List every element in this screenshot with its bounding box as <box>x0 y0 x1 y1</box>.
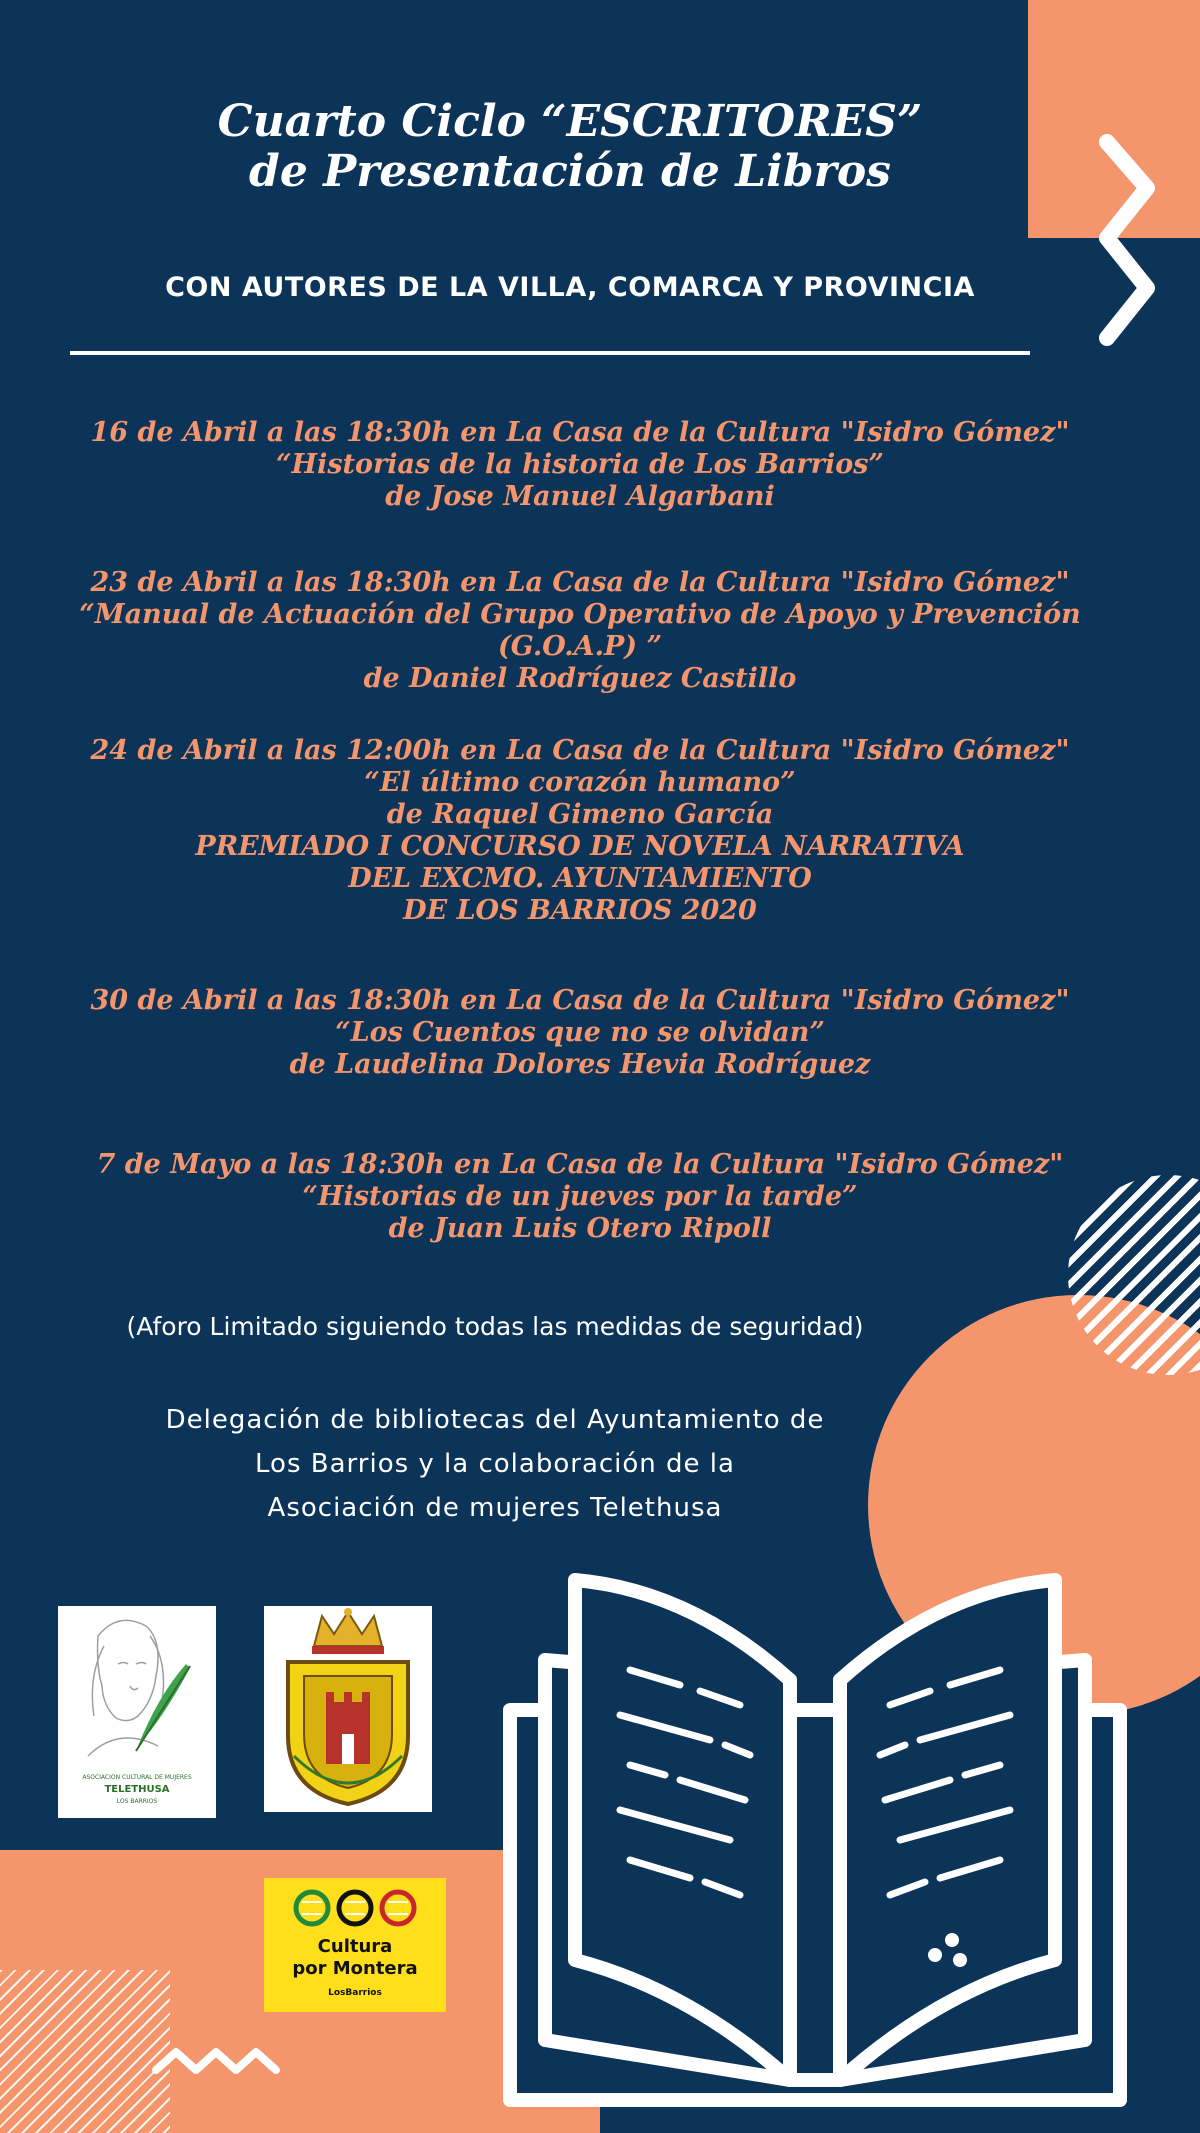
event-book-title: “El último corazón humano” <box>364 767 796 798</box>
event-4 <box>20 985 1140 1081</box>
telethusa-logo <box>58 1606 216 1818</box>
event-date-line: 16 de Abril a las 18:30h en La Casa de la Cultura "Isidro Gómez" <box>90 417 1070 448</box>
event-author: de Laudelina Dolores Hevia Rodríguez <box>289 1049 871 1080</box>
event-5 <box>20 1149 1140 1245</box>
event-award-line: DEL EXCMO. AYUNTAMIENTO <box>348 863 812 894</box>
organizer-line-3: Asociación de mujeres Telethusa <box>267 1493 723 1523</box>
event-author: de Raquel Gimeno García <box>386 799 774 830</box>
divider <box>70 351 1030 355</box>
event-2 <box>20 567 1140 695</box>
event-author: de Daniel Rodríguez Castillo <box>363 663 797 694</box>
event-award-line: PREMIADO I CONCURSO DE NOVELA NARRATIVA <box>195 831 965 862</box>
title-line-1: Cuarto Ciclo “ESCRITORES” <box>217 96 923 147</box>
cultura-logo-line-3: LosBarrios <box>328 1988 382 1998</box>
striped-corner-decoration <box>0 1970 170 2133</box>
telethusa-caption-3: LOS BARRIOS <box>116 1798 158 1805</box>
capacity-notice: (Aforo Limitado siguiendo todas las medidas de seguridad) <box>126 1312 864 1341</box>
event-1 <box>20 417 1140 513</box>
event-book-title: “Manual de Actuación del Grupo Operativo de Apoyo y Prevención <box>79 599 1081 630</box>
telethusa-caption-1: ASOCIACION CULTURAL DE MUJERES <box>82 1774 192 1781</box>
event-3 <box>20 735 1140 927</box>
cultura-logo-line-2: por Montera <box>292 1958 418 1979</box>
telethusa-caption-2: TELETHUSA <box>104 1784 170 1795</box>
event-date-line: 30 de Abril a las 18:30h en La Casa de la Cultura "Isidro Gómez" <box>90 985 1070 1016</box>
montera-rings-icon <box>264 1884 446 1930</box>
organizer-line-2: Los Barrios y la colaboración de la <box>255 1449 735 1479</box>
cultura-por-montera-logo <box>264 1878 446 2012</box>
coat-of-arms-icon <box>264 1606 432 1812</box>
event-book-title: “Historias de un jueves por la tarde” <box>302 1181 858 1212</box>
wave-icon <box>150 2040 290 2080</box>
event-book-title: “Los Cuentos que no se olvidan” <box>335 1017 825 1048</box>
coat-of-arms-logo <box>264 1606 432 1812</box>
subtitle: CON AUTORES DE LA VILLA, COMARCA Y PROVINCIA <box>165 272 975 303</box>
event-author: de Jose Manuel Algarbani <box>385 481 775 512</box>
event-book-title-cont: (G.O.A.P) ” <box>498 631 662 662</box>
event-author: de Juan Luis Otero Ripoll <box>388 1213 772 1244</box>
event-date-line: 23 de Abril a las 18:30h en La Casa de la Cultura "Isidro Gómez" <box>90 567 1070 598</box>
organizer-credits <box>0 1398 990 1530</box>
woman-quill-icon <box>58 1606 216 1766</box>
event-date-line: 24 de Abril a las 12:00h en La Casa de la Cultura "Isidro Gómez" <box>90 735 1070 766</box>
cultura-logo-line-1: Cultura <box>317 1936 393 1957</box>
title-line-2: de Presentación de Libros <box>249 146 891 197</box>
event-book-title: “Historias de la historia de Los Barrios” <box>276 449 884 480</box>
event-award-line: DE LOS BARRIOS 2020 <box>403 895 757 926</box>
event-date-line: 7 de Mayo a las 18:30h en La Casa de la Cultura "Isidro Gómez" <box>96 1149 1064 1180</box>
organizer-line-1: Delegación de bibliotecas del Ayuntamiento de <box>165 1405 825 1435</box>
open-book-icon <box>490 1560 1140 2120</box>
